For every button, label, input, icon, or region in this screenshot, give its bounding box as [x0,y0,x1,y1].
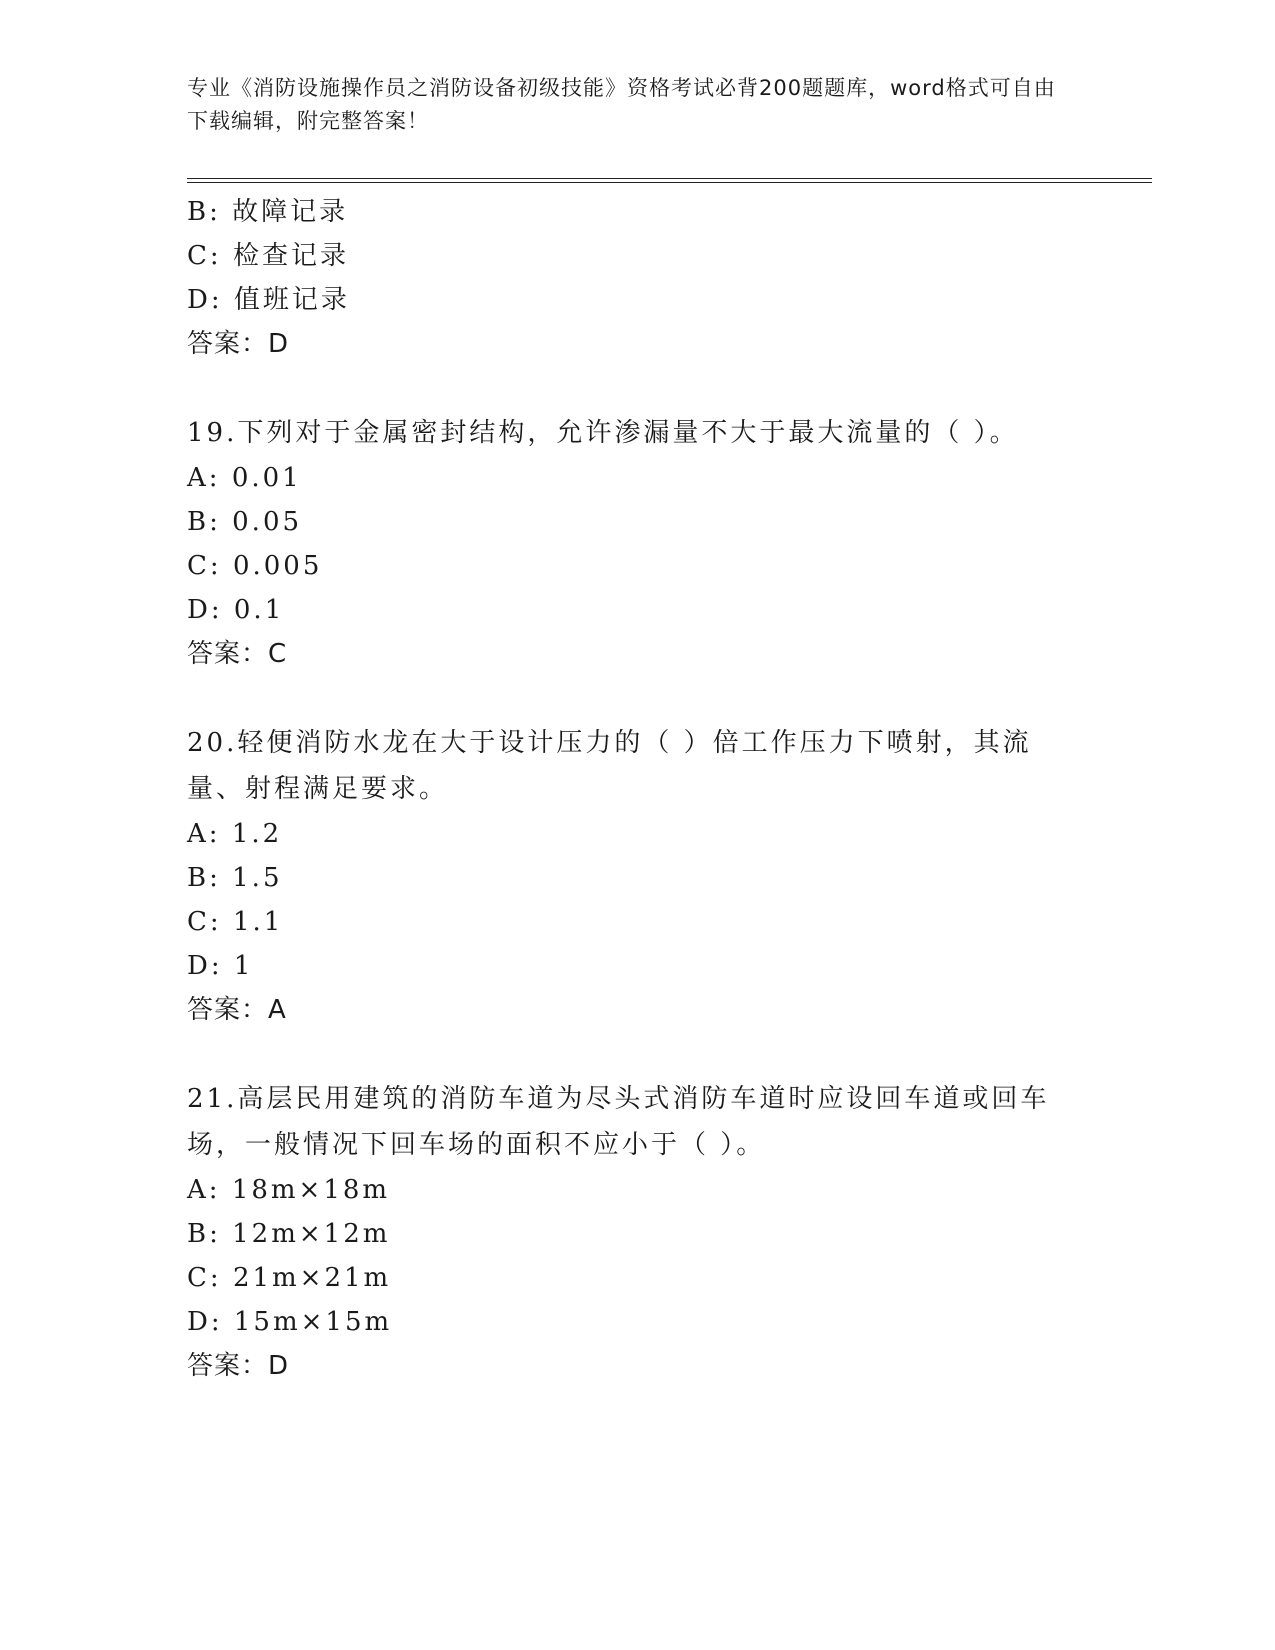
option-d: D: 0.1 [187,595,285,625]
question-stem: 21.高层民用建筑的消防车道为尽头式消防车道时应设回车道或回车场，一般情况下回车场的面积不应小于（ ）。 [187,1084,1050,1160]
header-divider-bottom [187,182,1152,183]
answer-line: 答案：A [187,995,287,1025]
option-b: B: 0.05 [187,507,303,537]
option-c: C: 检查记录 [187,241,349,271]
answer-line: 答案：D [187,329,290,359]
header-text: 专业《消防设施操作员之消防设备初级技能》资格考试必背200题题库，word格式可自由下载编辑，附完整答案！ [187,76,1056,133]
question-stem: 19.下列对于金属密封结构，允许渗漏量不大于最大流量的（ ）。 [187,418,1019,448]
document-header [187,72,1067,138]
answer-line: 答案：D [187,1351,290,1381]
option-c: C: 1.1 [187,907,284,937]
question-stem: 20.轻便消防水龙在大于设计压力的（ ）倍工作压力下喷射，其流量、射程满足要求。 [187,728,1032,804]
option-c: C: 21m×21m [187,1263,392,1293]
option-a: A: 1.2 [187,819,283,849]
option-b: B: 1.5 [187,863,283,893]
option-d: D: 15m×15m [187,1307,393,1337]
option-a: A: 0.01 [187,463,302,493]
question-21 [187,1076,1087,1388]
option-b: B: 12m×12m [187,1219,391,1249]
question-20 [187,720,1087,1032]
answer-line: 答案：C [187,639,288,669]
option-a: A: 18m×18m [187,1175,391,1205]
question-list [187,190,1087,1388]
option-c: C: 0.005 [187,551,323,581]
option-d: D: 值班记录 [187,285,350,315]
header-divider-top [187,178,1152,179]
question-18-partial [187,190,1087,366]
question-19 [187,410,1087,676]
option-d: D: 1 [187,951,254,981]
option-b: B: 故障记录 [187,197,349,227]
